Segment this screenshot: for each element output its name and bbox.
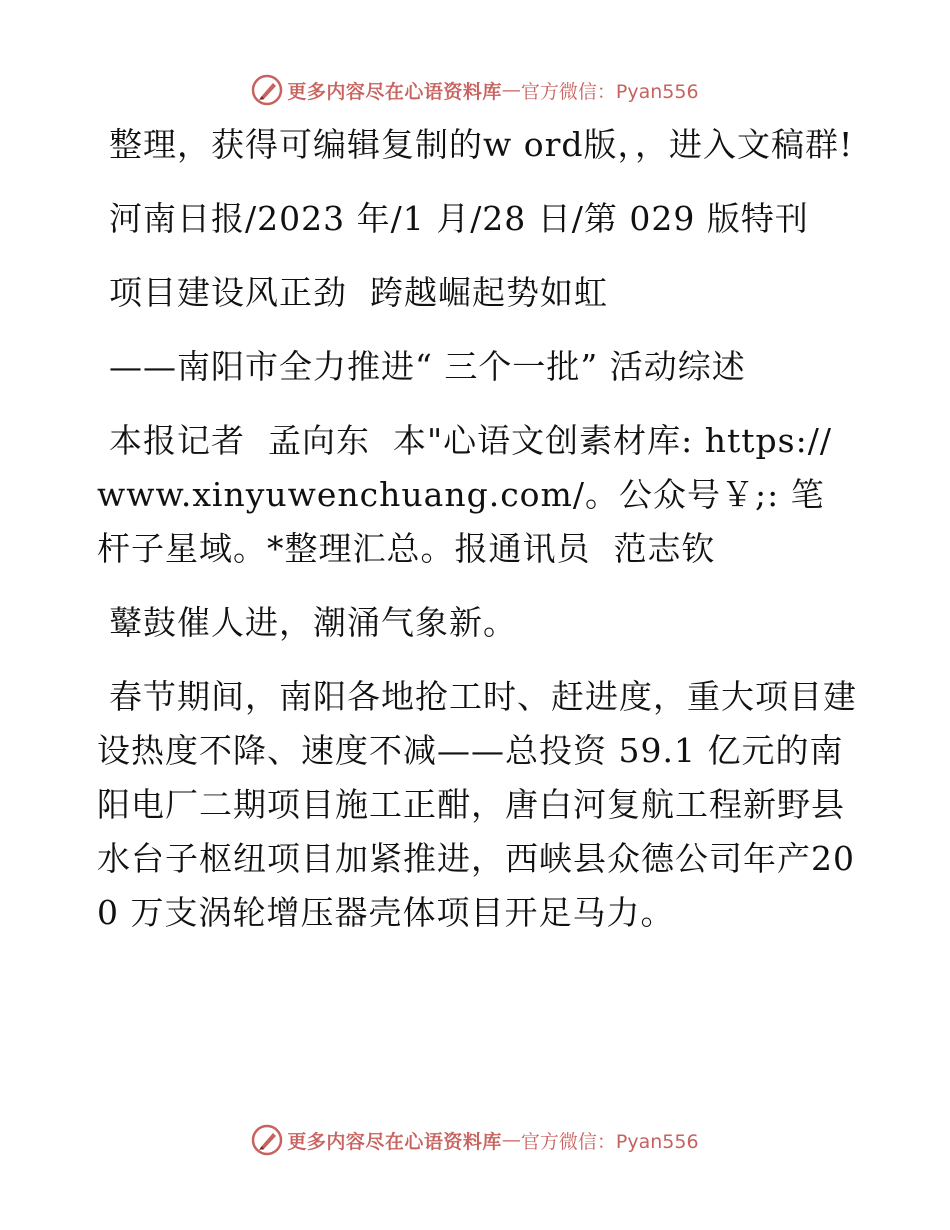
body-paragraph: 春节期间，南阳各地抢工时、赶进度，重大项目建设热度不降、速度不减——总投资 59.1 亿元的南阳电厂二期项目施工正酣，唐白河复航工程新野县水台子枢纽项目加紧推进，西峡县众德公司年产200 万支涡轮增压器壳体项目开足马力。 <box>97 677 857 932</box>
document-body <box>97 118 857 960</box>
watermark-wechat: 官方微信：Pyan556 <box>520 80 699 103</box>
intro-paragraph: 整理，获得可编辑复制的w ord版，，进入文稿群! <box>109 125 854 164</box>
watermark-separator: — <box>501 79 521 101</box>
byline: 本报记者 孟向东 本"心语文创素材库: https://www.xinyuwenchuang.com/。公众号￥;: 笔杆子星域。*整理汇总。报通讯员 范志钦 <box>97 421 832 568</box>
watermark-main-text: 更多内容尽在心语资料库 <box>287 80 502 103</box>
lead-paragraph: 鼙鼓催人进，潮涌气象新。 <box>109 603 517 642</box>
headline: 项目建设风正劲 跨越崛起势如虹 <box>109 273 608 312</box>
dateline: 河南日报/2023 年/1 月/28 日/第 029 版特刊 <box>109 199 809 238</box>
footer-watermark <box>0 1120 950 1160</box>
watermark-separator: — <box>501 1129 521 1151</box>
watermark-main-text: 更多内容尽在心语资料库 <box>287 1130 502 1153</box>
subheadline: ——南阳市全力推进“ 三个一批” 活动综述 <box>109 347 746 386</box>
header-watermark <box>0 70 950 110</box>
pen-logo-icon <box>251 1124 283 1156</box>
pen-logo-icon <box>251 74 283 106</box>
watermark-wechat: 官方微信：Pyan556 <box>520 1130 699 1153</box>
